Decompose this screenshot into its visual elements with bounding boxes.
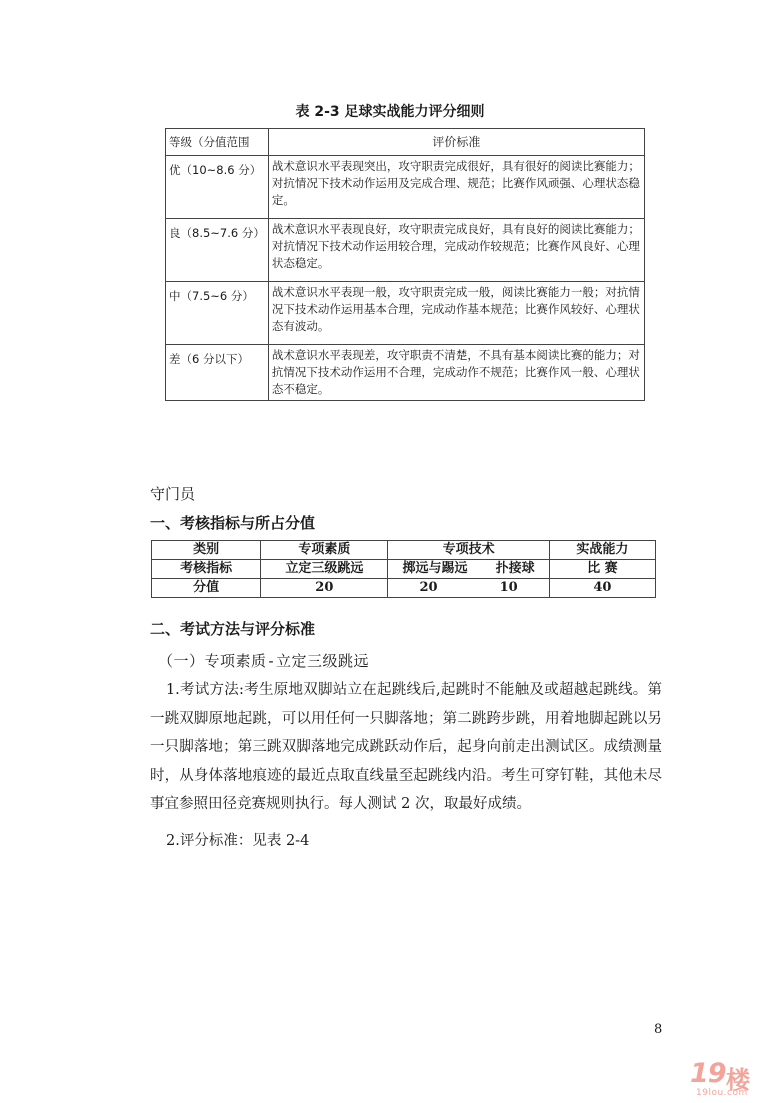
- method-paragraph: 1.考试方法:考生原地双脚站立在起跳线后,起跳时不能触及或超越起跳线。第一跳双脚原地起跳，可以用任何一只脚落地；第二跳跨步跳，用着地脚起跳以另一只脚落地；第三跳双脚落地完成跳跃动作后，起身向前走出测试区。成绩测量时，从身体落地痕迹的最近点取直线量至起跳线内沿。考生可穿钉鞋，其他未尽事宜参照田径竞赛规则执行。每人测试 2 次，取最好成绩。: [150, 682, 662, 812]
- table-row: [166, 156, 645, 219]
- section-label: 守门员: [150, 485, 196, 503]
- level-cell: 差（6 分以下）: [166, 345, 269, 401]
- watermark-logo: [690, 1058, 768, 1098]
- cell: [388, 579, 549, 598]
- cell-part: 10: [499, 580, 518, 595]
- table-row: [152, 579, 656, 598]
- criteria-cell: 战术意识水平表现良好，攻守职责完成良好，具有良好的阅读比赛能力；对抗情况下技术动作运用较合理，完成动作较规范；比赛作风良好、心理状态稳定。: [268, 219, 644, 282]
- watermark-number: 19: [690, 1058, 726, 1089]
- cell: 立定三级跳远: [261, 560, 388, 579]
- table-row: [152, 560, 656, 579]
- header-level: 等级（分值范围: [166, 129, 269, 156]
- cell: [388, 560, 549, 579]
- table-caption: 表 2-3 足球实战能力评分细则: [295, 104, 485, 120]
- page-number: 8: [654, 1022, 663, 1037]
- table-header-row: [166, 129, 645, 156]
- cell: 专项技术: [388, 541, 549, 560]
- cell-part: 扑接球: [495, 561, 535, 576]
- cell: 40: [549, 579, 655, 598]
- cell-part: 掷远与踢远: [402, 561, 468, 576]
- cell: 分值: [152, 579, 261, 598]
- subheading: （一）专项素质-立定三级跳远: [158, 652, 370, 670]
- watermark-url: 19lou.com: [696, 1088, 748, 1098]
- table-row: [152, 541, 656, 560]
- cell-part: 20: [419, 580, 438, 595]
- level-cell: 良（8.5~7.6 分）: [166, 219, 269, 282]
- cell: 实战能力: [549, 541, 655, 560]
- level-cell: 中（7.5~6 分）: [166, 282, 269, 345]
- criteria-cell: 战术意识水平表现差，攻守职责不清楚，不具有基本阅读比赛的能力；对抗情况下技术动作运用不合理，完成动作不规范；比赛作风一般、心理状态不稳定。: [268, 345, 644, 401]
- level-cell: 优（10~8.6 分）: [166, 156, 269, 219]
- evaluation-table: [165, 128, 645, 401]
- table-row: [166, 345, 645, 401]
- criteria-cell: 战术意识水平表现突出，攻守职责完成很好，具有很好的阅读比赛能力；对抗情况下技术动作运用及完成合理、规范；比赛作风顽强、心理状态稳定。: [268, 156, 644, 219]
- table-row: [166, 282, 645, 345]
- header-criteria: 评价标准: [268, 129, 644, 156]
- scoring-paragraph: 2.评分标准：见表 2-4: [166, 833, 310, 849]
- score-table: [151, 540, 656, 598]
- cell: 专项素质: [261, 541, 388, 560]
- watermark-char: 楼: [726, 1066, 750, 1094]
- cell: 比 赛: [549, 560, 655, 579]
- heading-methods: 二、考试方法与评分标准: [150, 620, 316, 638]
- criteria-cell: 战术意识水平表现一般，攻守职责完成一般，阅读比赛能力一般；对抗情况下技术动作运用基本合理，完成动作基本规范；比赛作风较好、心理状态有波动。: [268, 282, 644, 345]
- cell: 20: [261, 579, 388, 598]
- table-row: [166, 219, 645, 282]
- cell: 类别: [152, 541, 261, 560]
- heading-indicators: 一、考核指标与所占分值: [150, 514, 316, 532]
- cell: 考核指标: [152, 560, 261, 579]
